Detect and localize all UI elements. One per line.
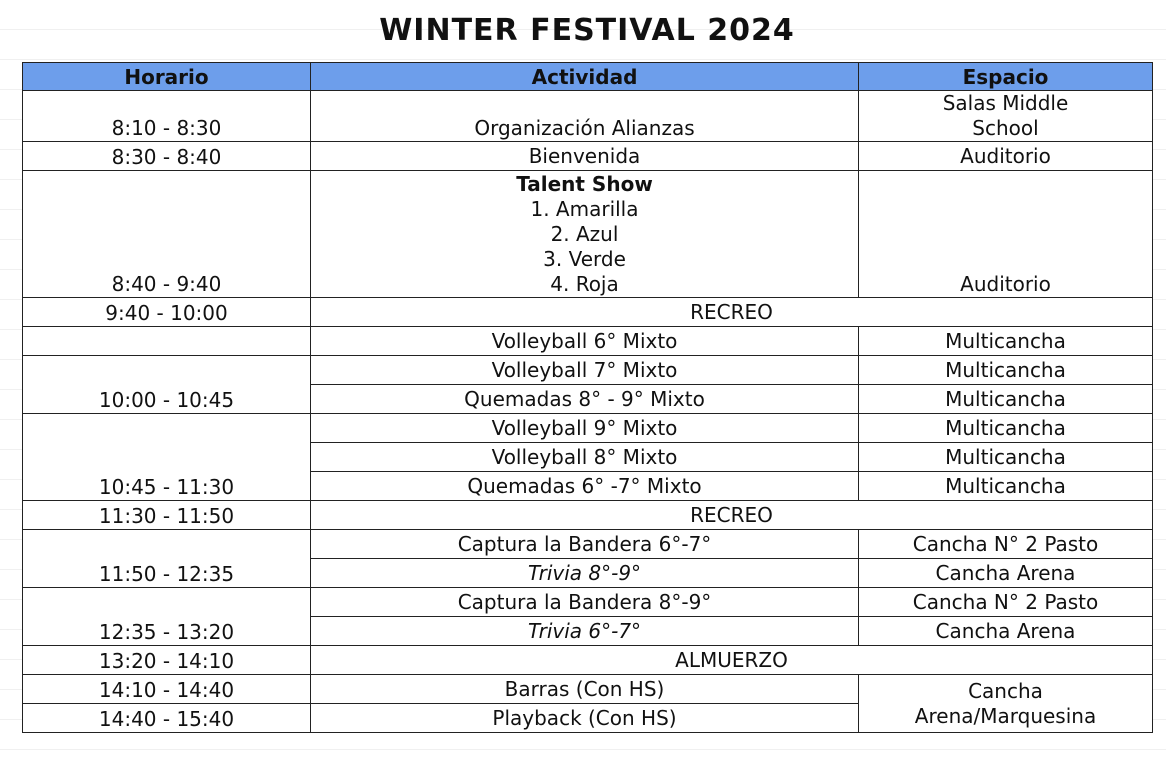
activity-cell[interactable]: Barras (Con HS) bbox=[311, 675, 859, 704]
space-cell[interactable]: Cancha N° 2 Pasto bbox=[859, 530, 1153, 559]
time-cell[interactable]: 8:30 - 8:40 bbox=[23, 142, 311, 171]
space-cell[interactable]: Cancha N° 2 Pasto bbox=[859, 588, 1153, 617]
space-line: Cancha bbox=[968, 678, 1043, 703]
schedule-table bbox=[22, 62, 1153, 733]
header-time[interactable]: Horario bbox=[23, 63, 311, 91]
time-cell[interactable]: 10:45 - 11:30 bbox=[23, 414, 311, 501]
time-cell[interactable]: 13:20 - 14:10 bbox=[23, 646, 311, 675]
time-cell[interactable]: 10:00 - 10:45 bbox=[23, 356, 311, 414]
activity-cell[interactable]: Organización Alianzas bbox=[311, 91, 859, 142]
space-cell[interactable]: Cancha Arena bbox=[859, 617, 1153, 646]
time-cell[interactable]: 11:30 - 11:50 bbox=[23, 501, 311, 530]
activity-cell[interactable]: Volleyball 7° Mixto bbox=[311, 356, 859, 385]
table-row bbox=[23, 91, 1153, 142]
time-cell[interactable]: 12:35 - 13:20 bbox=[23, 588, 311, 646]
space-cell[interactable]: Auditorio bbox=[859, 142, 1153, 171]
time-cell[interactable]: 8:10 - 8:30 bbox=[23, 91, 311, 142]
time-cell[interactable]: 14:40 - 15:40 bbox=[23, 704, 311, 733]
space-cell[interactable] bbox=[859, 675, 1153, 733]
space-cell[interactable]: Multicancha bbox=[859, 443, 1153, 472]
break-cell[interactable]: RECREO bbox=[311, 298, 1153, 327]
activity-cell[interactable]: Captura la Bandera 6°-7° bbox=[311, 530, 859, 559]
table-row bbox=[23, 501, 1153, 530]
activity-cell[interactable]: Bienvenida bbox=[311, 142, 859, 171]
activity-cell[interactable]: Playback (Con HS) bbox=[311, 704, 859, 733]
talent-show-item: 2. Azul bbox=[550, 222, 619, 246]
space-cell[interactable]: Multicancha bbox=[859, 414, 1153, 443]
table-row bbox=[23, 142, 1153, 171]
time-cell[interactable] bbox=[23, 327, 311, 356]
table-row bbox=[23, 298, 1153, 327]
table-row bbox=[23, 171, 1153, 298]
table-row bbox=[23, 646, 1153, 675]
activity-cell[interactable]: Trivia 6°-7° bbox=[311, 617, 859, 646]
space-cell[interactable]: Multicancha bbox=[859, 356, 1153, 385]
time-cell[interactable]: 9:40 - 10:00 bbox=[23, 298, 311, 327]
activity-cell[interactable]: Quemadas 6° -7° Mixto bbox=[311, 472, 859, 501]
header-row bbox=[23, 63, 1153, 91]
schedule-title: WINTER FESTIVAL 2024 bbox=[379, 13, 795, 48]
space-line: School bbox=[972, 116, 1039, 140]
activity-cell[interactable]: Trivia 8°-9° bbox=[311, 559, 859, 588]
space-cell[interactable]: Multicancha bbox=[859, 472, 1153, 501]
header-activity[interactable]: Actividad bbox=[311, 63, 859, 91]
space-cell[interactable] bbox=[859, 91, 1153, 142]
table-row bbox=[23, 327, 1153, 356]
table-row bbox=[23, 530, 1153, 559]
talent-show-item: 3. Verde bbox=[543, 247, 626, 271]
table-row bbox=[23, 588, 1153, 617]
activity-cell[interactable]: Volleyball 9° Mixto bbox=[311, 414, 859, 443]
time-cell[interactable]: 11:50 - 12:35 bbox=[23, 530, 311, 588]
talent-show-item: 4. Roja bbox=[550, 272, 619, 296]
break-cell[interactable]: RECREO bbox=[311, 501, 1153, 530]
activity-cell[interactable]: Quemadas 8° - 9° Mixto bbox=[311, 385, 859, 414]
space-cell[interactable]: Multicancha bbox=[859, 385, 1153, 414]
activity-cell[interactable] bbox=[311, 171, 859, 298]
header-space[interactable]: Espacio bbox=[859, 63, 1153, 91]
talent-show-title: Talent Show bbox=[516, 172, 653, 196]
space-cell[interactable]: Auditorio bbox=[859, 171, 1153, 298]
activity-cell[interactable]: Volleyball 8° Mixto bbox=[311, 443, 859, 472]
space-cell[interactable]: Cancha Arena bbox=[859, 559, 1153, 588]
space-line: Salas Middle bbox=[942, 91, 1069, 115]
time-cell[interactable]: 8:40 - 9:40 bbox=[23, 171, 311, 298]
space-line: Arena/Marquesina bbox=[914, 703, 1097, 728]
time-cell[interactable]: 14:10 - 14:40 bbox=[23, 675, 311, 704]
talent-show-item: 1. Amarilla bbox=[530, 197, 639, 221]
break-cell[interactable]: ALMUERZO bbox=[311, 646, 1153, 675]
space-cell[interactable]: Multicancha bbox=[859, 327, 1153, 356]
activity-cell[interactable]: Captura la Bandera 8°-9° bbox=[311, 588, 859, 617]
table-row bbox=[23, 414, 1153, 443]
table-row bbox=[23, 356, 1153, 385]
activity-cell[interactable]: Volleyball 6° Mixto bbox=[311, 327, 859, 356]
table-row bbox=[23, 675, 1153, 704]
